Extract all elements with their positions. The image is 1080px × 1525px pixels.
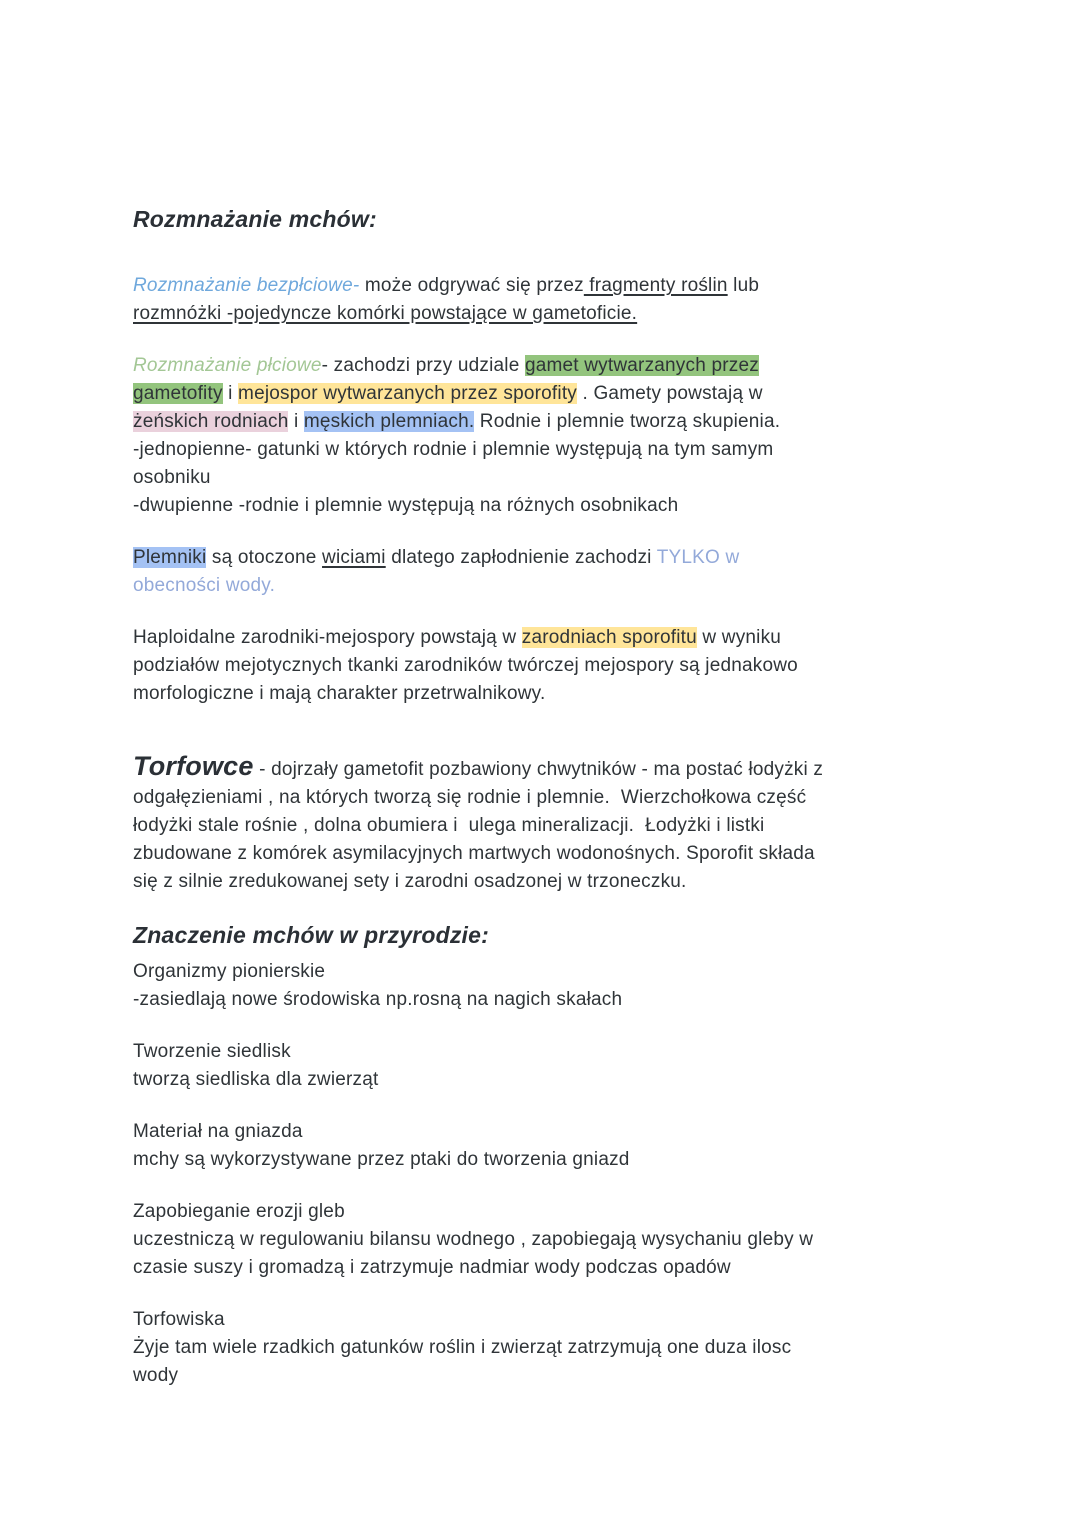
text-run: podziałów mejotycznych tkanki zarodników twórczej mejospory są jednakowo	[133, 655, 798, 676]
text-run: - dojrzały gametofit pozbawiony chwytników - ma postać łodyżki z	[253, 759, 824, 780]
para-plemniki	[133, 544, 953, 600]
text-run: Rozmnażanie mchów:	[133, 206, 377, 232]
text-run: fragmenty roślin	[583, 275, 728, 296]
text-run: osobniku	[133, 467, 211, 488]
text-run: -zasiedlają nowe środowiska np.rosną na nagich skałach	[133, 989, 623, 1010]
title-rozmnazanie-mchow	[133, 204, 953, 234]
text-run: Zapobieganie erozji gleb	[133, 1201, 345, 1222]
text-run: wiciami	[322, 547, 386, 568]
text-run: Żyje tam wiele rzadkich gatunków roślin i zwierząt zatrzymują one duza ilosc	[133, 1337, 792, 1358]
text-run: rozmnóżki -pojedyncze komórki powstające w gametoficie.	[133, 303, 638, 324]
text-run: gametofity	[133, 383, 223, 404]
text-run: Znaczenie mchów w przyrodzie:	[133, 922, 489, 948]
text-run: Organizmy pionierskie	[133, 961, 326, 982]
para-material-na-gniazda	[133, 1118, 953, 1174]
text-run: Rozmnażanie płciowe	[133, 355, 322, 376]
para-haploidalne-zarodniki	[133, 624, 953, 708]
text-run: Plemniki	[133, 547, 207, 568]
text-run: Rodnie i plemnie tworzą skupienia.	[474, 411, 781, 432]
text-run: gamet wytwarzanych przez	[524, 355, 759, 376]
text-run: Rozmnażanie bezpłciowe-	[133, 275, 360, 296]
text-run: Torfowiska	[133, 1309, 225, 1330]
text-run: Materiał na gniazda	[133, 1121, 303, 1142]
text-run: lub	[727, 275, 760, 296]
text-run: w wyniku	[696, 627, 782, 648]
text-run: obecności wody.	[133, 575, 276, 596]
text-run: może odgrywać się przez	[359, 275, 584, 296]
text-run: tworzą siedliska dla zwierząt	[133, 1069, 379, 1090]
para-rozmnazanie-plciowe	[133, 352, 953, 520]
text-run: wody	[133, 1365, 179, 1386]
para-zapobieganie-erozji	[133, 1198, 953, 1282]
document-body	[133, 204, 953, 1390]
text-run: zbudowane z komórek asymilacyjnych martwych wodonośnych. Sporofit składa	[133, 843, 815, 864]
text-run: . Gamety powstają w	[577, 383, 763, 404]
text-run: -dwupienne -rodnie i plemnie występują na różnych osobnikach	[133, 495, 679, 516]
text-run: się z silnie zredukowanej sety i zarodni osadzonej w trzoneczku.	[133, 871, 687, 892]
text-run: Tworzenie siedlisk	[133, 1041, 291, 1062]
text-run: męskich plemniach.	[303, 411, 475, 432]
text-run: mchy są wykorzystywane przez ptaki do tworzenia gniazd	[133, 1149, 630, 1170]
text-run: Haploidalne zarodniki-mejospory powstają w	[133, 627, 522, 648]
text-run: dlatego zapłodnienie zachodzi	[385, 547, 657, 568]
text-run: uczestniczą w regulowaniu bilansu wodnego , zapobiegają wysychaniu gleby w	[133, 1229, 814, 1250]
text-run: odgałęzieniami , na których tworzą się rodnie i plemnie. Wierzchołkowa część	[133, 787, 807, 808]
text-run: morfologiczne i mają charakter przetrwalnikowy.	[133, 683, 546, 704]
text-run: łodyżki stale rośnie , dolna obumiera i ulega mineralizacji. Łodyżki i listki	[133, 815, 765, 836]
text-run: -jednopienne- gatunki w których rodnie i plemnie występują na tym samym	[133, 439, 774, 460]
text-run: i	[288, 411, 304, 432]
para-tworzenie-siedlisk	[133, 1038, 953, 1094]
text-run: żeńskich rodniach	[133, 411, 289, 432]
text-run: zarodniach sporofitu	[521, 627, 697, 648]
para-torfowiska	[133, 1306, 953, 1390]
text-run: są otoczone	[206, 547, 323, 568]
text-run: - zachodzi przy udziale	[321, 355, 525, 376]
text-run: czasie suszy i gromadzą i zatrzymuje nadmiar wody podczas opadów	[133, 1257, 731, 1278]
para-organizmy-pionierskie	[133, 958, 953, 1014]
text-run: TYLKO w	[656, 547, 740, 568]
para-torfowce	[133, 752, 953, 896]
title-znaczenie-mchow	[133, 920, 953, 950]
text-run: Torfowce	[133, 751, 254, 781]
para-rozmnazanie-bezplciowe	[133, 272, 953, 328]
text-run: i	[222, 383, 239, 404]
text-run: mejospor wytwarzanych przez sporofity	[238, 383, 578, 404]
